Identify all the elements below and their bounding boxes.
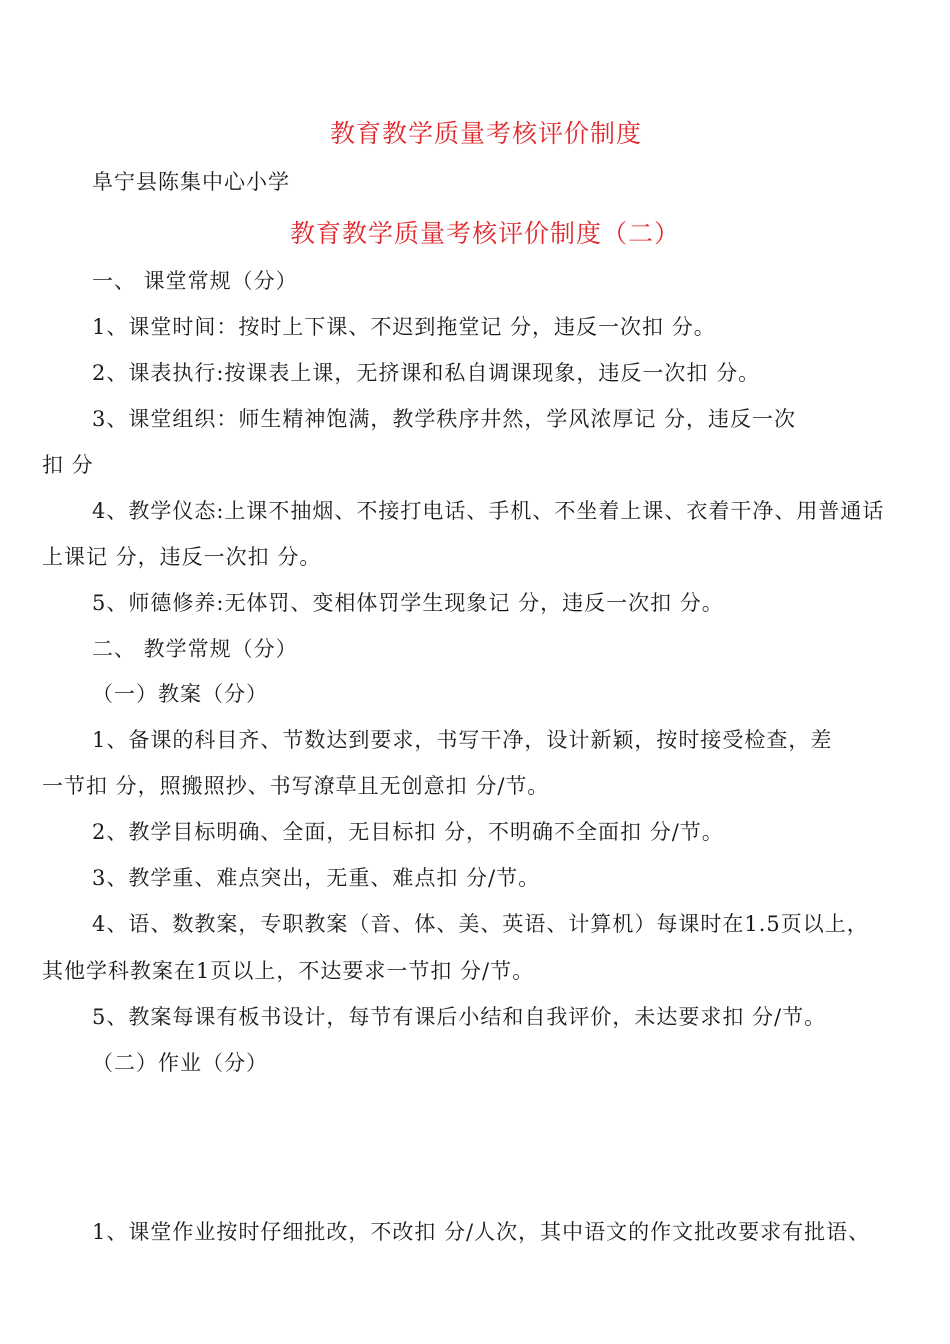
paragraph-line: 5、师德修养:无体罚、变相体罚学生现象记 分，违反一次扣 分。	[92, 591, 724, 615]
school-name: 阜宁县陈集中心小学	[92, 170, 290, 194]
paragraph-line: 5、教案每课有板书设计，每节有课后小结和自我评价，未达要求扣 分/节。	[92, 1005, 827, 1029]
paragraph-line: 4、教学仪态:上课不抽烟、不接打电话、手机、不坐着上课、衣着干净、用普通话	[92, 499, 885, 523]
paragraph-line: 2、教学目标明确、全面，无目标扣 分，不明确不全面扣 分/节。	[92, 820, 724, 844]
paragraph-line: 扣 分	[42, 453, 94, 477]
paragraph-line: 3、教学重、难点突出，无重、难点扣 分/节。	[92, 866, 541, 890]
document-subtitle: 教育教学质量考核评价制度（二）	[290, 219, 681, 248]
paragraph-line: 上课记 分，违反一次扣 分。	[42, 545, 322, 569]
document-title: 教育教学质量考核评价制度	[330, 119, 643, 148]
paragraph-line: 3、课堂组织：师生精神饱满，教学秩序井然，学风浓厚记 分，违反一次	[92, 407, 797, 431]
subsection-heading: （一）教案（分）	[92, 682, 268, 706]
paragraph-line: 2、课表执行:按课表上课，无挤课和私自调课现象，违反一次扣 分。	[92, 361, 761, 385]
section-heading: 二、 教学常规（分）	[92, 637, 298, 661]
paragraph-line: 1、课堂时间：按时上下课、不迟到拖堂记 分，违反一次扣 分。	[92, 315, 716, 339]
subsection-heading: （二）作业（分）	[92, 1051, 268, 1075]
paragraph-line: 其他学科教案在1页以上，不达要求一节扣 分/节。	[42, 959, 535, 983]
paragraph-line: 1、备课的科目齐、节数达到要求，书写干净，设计新颖，按时接受检查，差	[92, 728, 833, 752]
paragraph-line: 1、课堂作业按时仔细批改，不改扣 分/人次，其中语文的作文批改要求有批语、	[92, 1220, 871, 1244]
section-heading: 一、 课堂常规（分）	[92, 269, 298, 293]
paragraph-line: 一节扣 分，照搬照抄、书写潦草且无创意扣 分/节。	[42, 774, 550, 798]
paragraph-line: 4、语、数教案，专职教案（音、体、美、英语、计算机）每课时在1.5页以上，	[92, 912, 869, 936]
